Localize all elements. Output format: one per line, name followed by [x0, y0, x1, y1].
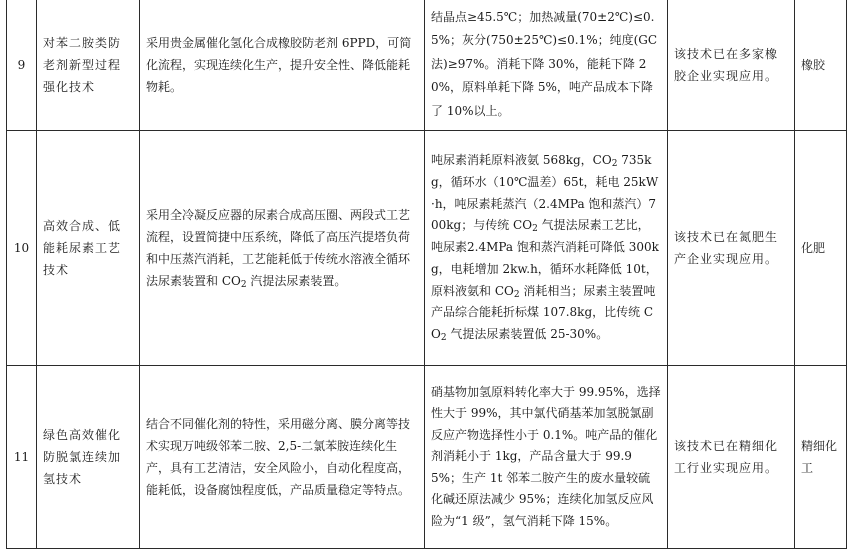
industry-sector: 橡胶 — [795, 0, 847, 131]
industry-sector: 精细化工 — [795, 366, 847, 549]
application-status: 该技术已在精细化工行业实现应用。 — [668, 366, 795, 549]
row-number: 10 — [7, 131, 37, 366]
technical-indicators: 吨尿素消耗原料液氨 568kg，$CO_2$ 735kg，循环水（10℃温差）65t，耗电 25kW·h，吨尿素耗蒸汽（2.4MPa 饱和蒸汽）700kg；与传统 $CO_2$ 气提法尿素工艺比，吨尿素2.4MPa 饱和蒸汽消耗可降低 300kg，电耗增加 2kw.h，循环水耗降低 10t，原料液氨和 $CO_2$ 消耗相当；尿素主装置吨产品综合能耗折标煤 107.8kg，比传统 $CO_2$ 气提法尿素装置低 25-30%。 — [425, 131, 668, 366]
row-number: 11 — [7, 366, 37, 549]
technology-name: 绿色高效催化防脱氯连续加氢技术 — [37, 366, 140, 549]
table-row — [7, 0, 847, 131]
process-description: 采用贵金属催化氢化合成橡胶防老剂 6PPD，可简化流程，实现连续化生产，提升安全性、降低能耗物耗。 — [140, 0, 425, 131]
row-number: 9 — [7, 0, 37, 131]
technical-indicators: 硝基物加氢原料转化率大于 99.95%，选择性大于 99%，其中氯代硝基苯加氢脱氯副反应产物选择性小于 0.1%。吨产品的催化剂消耗小于 1kg，产品含量大于 99.95%；生产 1t 邻苯二胺产生的废水量较硫化碱还原法减少 95%；连续化加氢反应风险为“1 级”，氢气消耗下降 15%。 — [425, 366, 668, 549]
technology-name: 对苯二胺类防老剂新型过程强化技术 — [37, 0, 140, 131]
process-description: 采用全冷凝反应器的尿素合成高压圈、两段式工艺流程，设置简捷中压系统，降低了高压汽提塔负荷和中压蒸汽消耗，工艺能耗低于传统水溶液全循环法尿素装置和 $CO_2$ 汽提法尿素装置。 — [140, 131, 425, 366]
table-row — [7, 366, 847, 549]
industry-sector: 化肥 — [795, 131, 847, 366]
application-status: 该技术已在氮肥生产企业实现应用。 — [668, 131, 795, 366]
technology-table — [6, 0, 847, 549]
technology-name: 高效合成、低能耗尿素工艺技术 — [37, 131, 140, 366]
application-status: 该技术已在多家橡胶企业实现应用。 — [668, 0, 795, 131]
process-description: 结合不同催化剂的特性，采用磁分离、膜分离等技术实现万吨级邻苯二胺、2,5-二氯苯胺连续化生产，具有工艺清洁，安全风险小，自动化程度高，能耗低，设备腐蚀程度低，产品质量稳定等特点。 — [140, 366, 425, 549]
table-row — [7, 131, 847, 366]
technical-indicators: 结晶点≥45.5℃；加热减量(70±2℃)≤0.5%；灰分(750±25℃)≤0.1%；纯度(GC法)≥97%。消耗下降 30%，能耗下降 20%，原料单耗下降 5%，吨产品成本下降了 10%以上。 — [425, 0, 668, 131]
